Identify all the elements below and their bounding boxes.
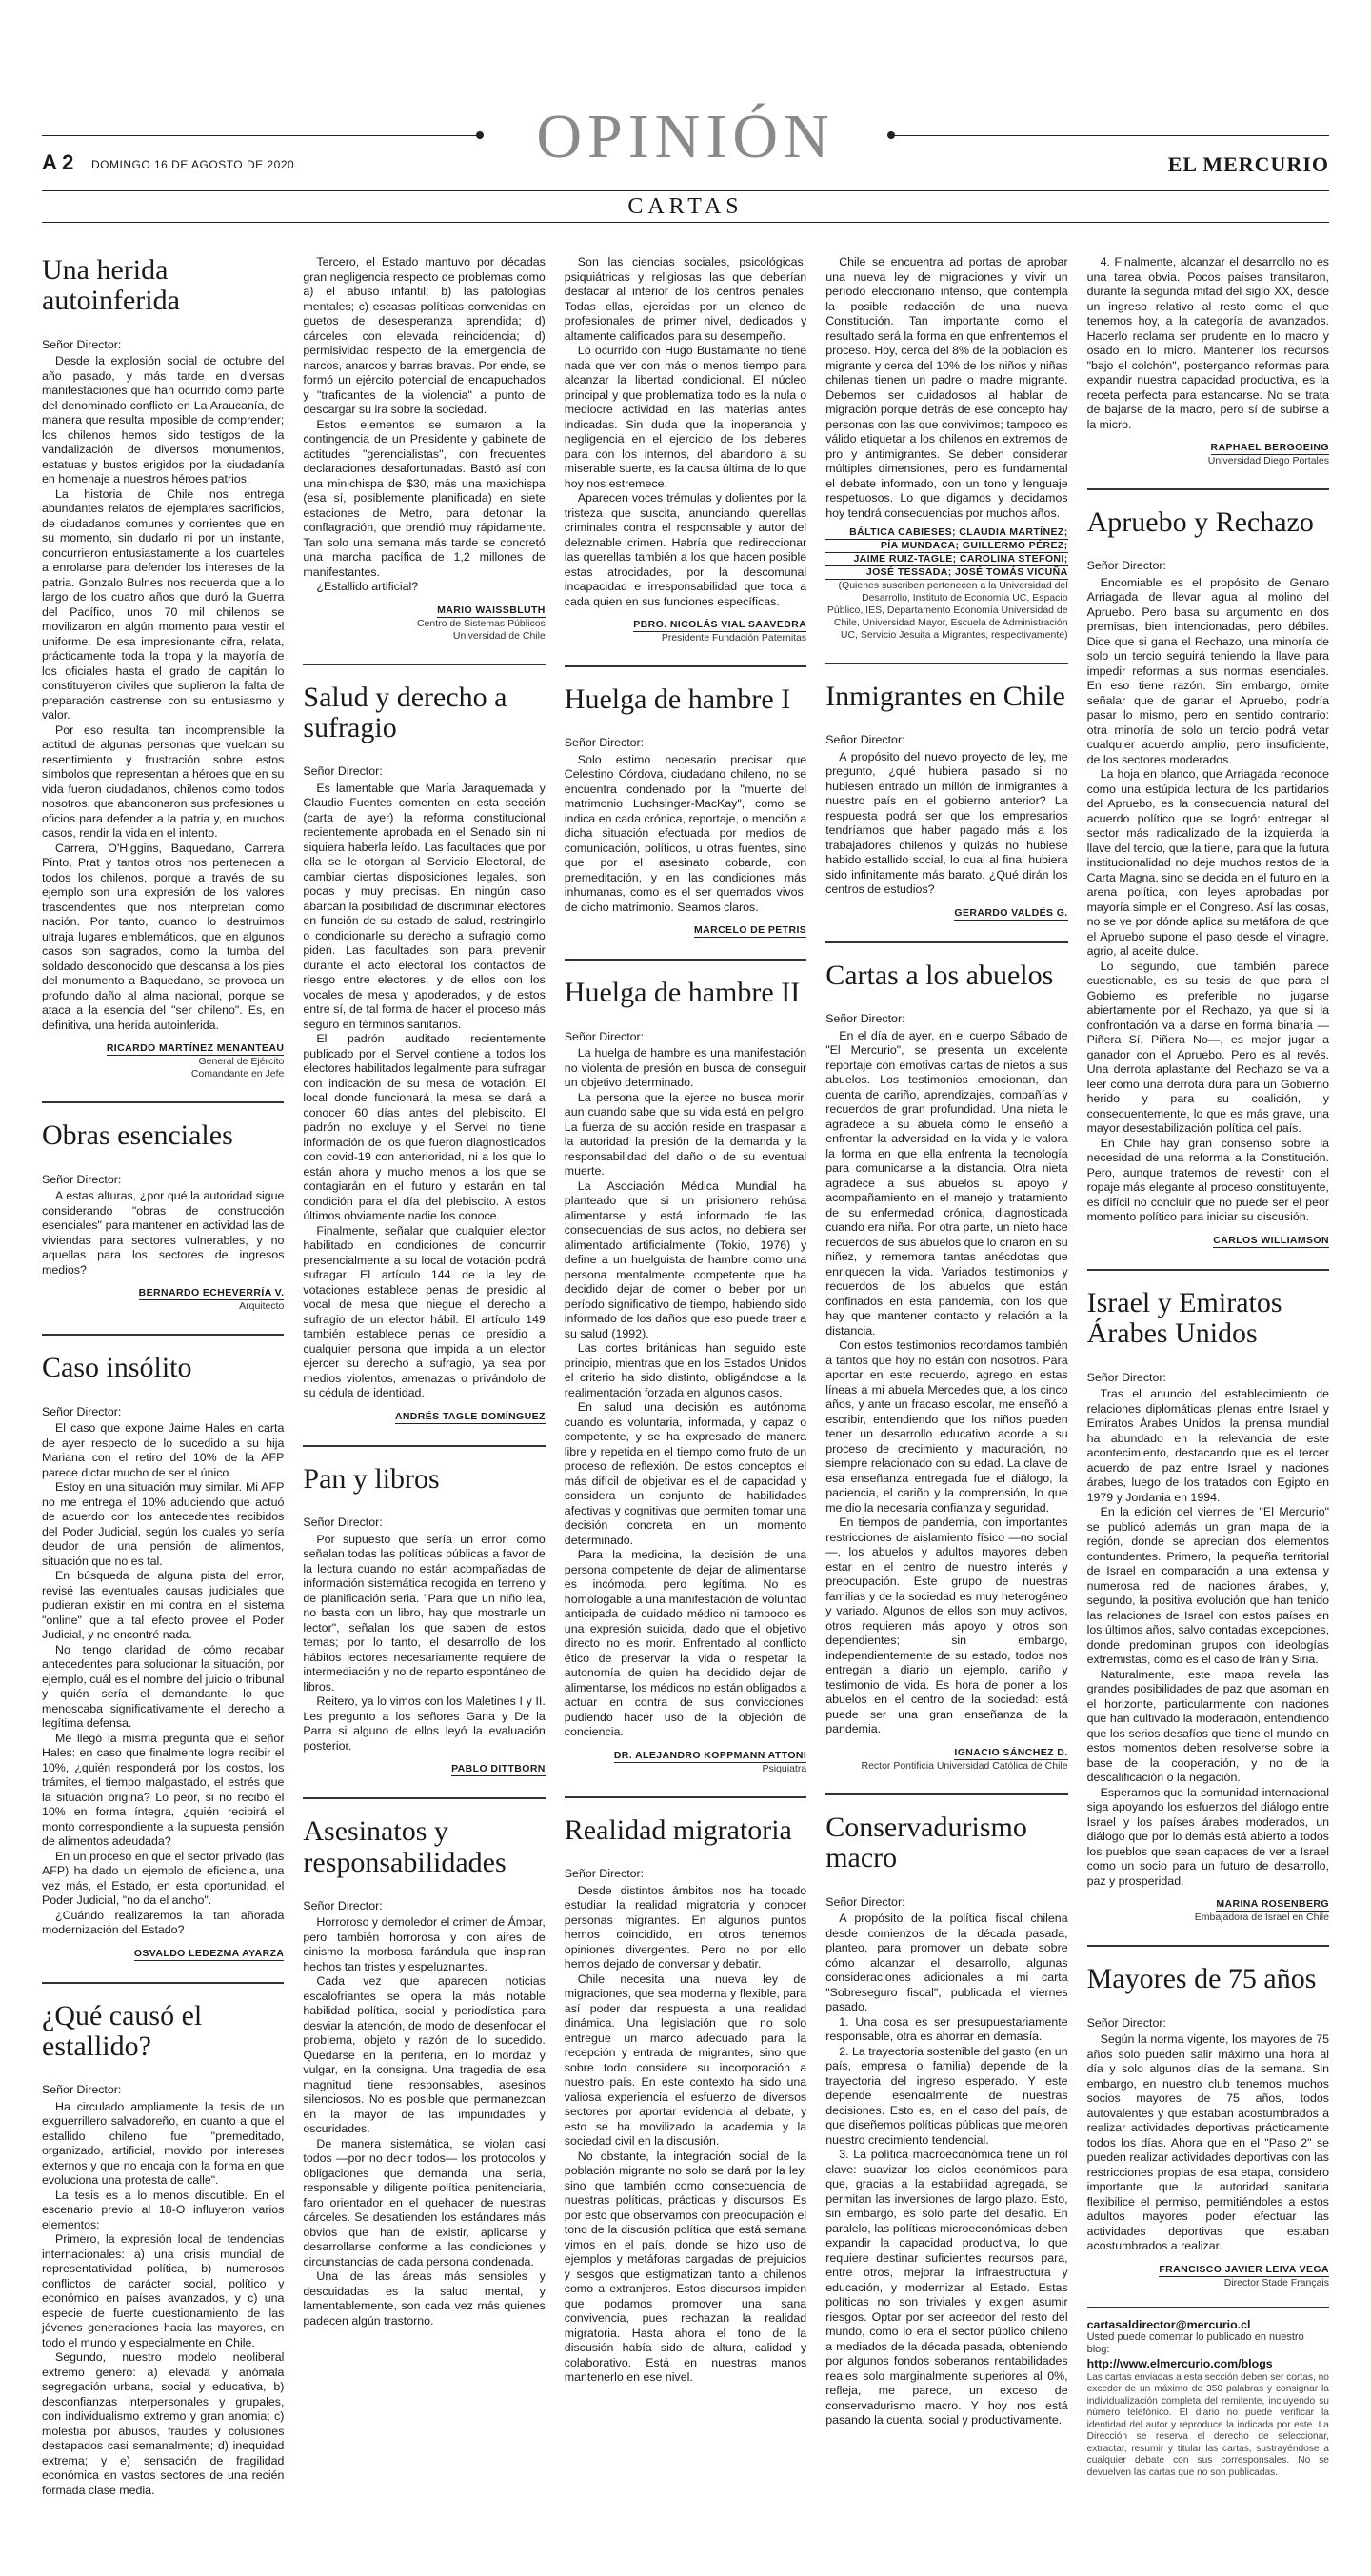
letter-divider xyxy=(565,665,806,667)
letter-paragraph: Naturalmente, este mapa revela las grandes posibilidades de paz que asoman en el horizonte, particularmente con naciones que han cultivado la moderación, entendiendo que los serios desafíos que tiene el mundo en estos momentos deben resolverse sobre la base de la cooperación, y no de la descalificación o la negación. xyxy=(1086,1667,1329,1785)
column-3 xyxy=(565,255,806,2498)
letter-paragraph: En la edición del viernes de "El Mercurio" se publicó además un gran mapa de la región, donde se aprecian dos elementos contundentes. Primero, la pequeña territorial de Israel en comparación a una extensa y numerosa red de naciones árabes, y, segundo, la positiva evolución que han tenido las relaciones de Israel con estos países en los últimos años, salvo contadas excepciones, donde predominan grupos con ideologías extremistas, como es el caso de Irán y Siria. xyxy=(1086,1505,1329,1667)
letter-conservadurismo xyxy=(825,1813,1067,2428)
letter-paragraph: ¿Cuándo realizaremos la tan añorada modernización del Estado? xyxy=(42,1908,285,1937)
letter-salutation: Señor Director: xyxy=(303,1516,383,1530)
letter-signature-block xyxy=(825,1743,1067,1773)
letter-salutation: Señor Director: xyxy=(303,1898,383,1912)
letter-signature: FRANCISCO JAVIER LEIVA VEGA xyxy=(1159,2263,1329,2275)
letter-paragraph: Las cortes británicas han seguido este principio, mientras que en los Estados Unidos el criterio ha sido distinto, obligándose a la realimentación forzada en algunos casos. xyxy=(564,1341,807,1399)
contact-email-note: Usted puede comentar lo publicado en nuestro blog: xyxy=(1086,2330,1304,2356)
letter-paragraph: Finalmente, señalar que cualquier elector habilitado en condiciones de concurrir presencialmente a su local de votación podrá sufragar. El artículo 144 de la ley de votaciones establece penas de presidio al vocal de mesa que niegue el derecho a sufragio de un elector hábil. El artículo 149 también establece penas de presidio a cualquier persona que impida a un elector ejercer su derecho a sufragio, ya sea por medios violentos, amenazas o privándolo de su cédula de identidad. xyxy=(303,1223,546,1400)
letter-signature-block xyxy=(42,1039,284,1080)
letter-salutation: Señor Director: xyxy=(1086,1370,1166,1384)
letter-paragraph: En tiempos de pandemia, con importantes restricciones de aislamiento físico —no social—, los abuelos y adultos mayores deben estar en el centro de nuestro interés y preocupación. Este grupo de nuestras familias y de la sociedad es muy heterogéneo y variado. Algunos de ellos son muy activos, otros requieren más apoyo y otros son dependientes; sin embargo, independientemente de su estado, todos nos entregan a diario un ejemplo, cariño y testimonio de vida. Es hora de poner a los abuelos en el centro de la sociedad: está puede ser una gran enseñanza de la pandemia. xyxy=(825,1516,1068,1736)
letter-realidad-continued xyxy=(825,255,1067,642)
letter-signature-title: Arquitecto xyxy=(239,1300,285,1313)
letter-divider xyxy=(42,1101,284,1103)
subsection-title: CARTAS xyxy=(627,194,744,219)
letter-salutation: Señor Director: xyxy=(1086,2015,1166,2030)
letter-paragraph: Estoy en una situación muy similar. Mi AFP no me entrega el 10% aduciendo que actuó de acuerdo con los antecedentes recibidos del Poder Judicial, según los cuales yo sería deudor de una pensión de alimentos, situación que no es tal. xyxy=(42,1480,285,1568)
letter-paragraph: De manera sistemática, se violan casi todos —por no decir todos— los protocolos y obligaciones que demanda una seria, responsable y diligente política penitenciaria, faro orientador en el quehacer de nuestras cárceles. Se desatienden los estándares más obvios que han de existir, aplicarse y desarrollarse conforme a las condiciones y circunstancias de cada persona condenada. xyxy=(303,2136,546,2269)
letter-title: Conservadurismo macro xyxy=(825,1811,1027,1874)
letter-title: Inmigrantes en Chile xyxy=(825,681,1065,712)
letter-title: Caso insólito xyxy=(42,1352,192,1384)
letter-signature-block xyxy=(1087,438,1329,467)
page-date: DOMINGO 16 DE AGOSTO DE 2020 xyxy=(91,158,295,171)
letter-title: Una herida autoinferida xyxy=(42,254,180,317)
letter-paragraph: A propósito de la política fiscal chilena desde comienzos de la década pasada, planteo, para promover un debate sobre cómo alcanzar el desarrollo, algunas consideraciones adicionales a mi carta "Sobreseguro fiscal", publicada el viernes pasado. xyxy=(825,1912,1068,2014)
letter-signature-block xyxy=(303,1759,545,1776)
letter-title: Huelga de hambre II xyxy=(564,977,801,1009)
letter-pan xyxy=(303,1464,545,1776)
letter-signature-block xyxy=(565,921,806,938)
letter-paragraph: Una de las áreas más sensibles y descuidadas es la salud mental, y lamentablemente, son cada vez más quienes padecen algún trastorno. xyxy=(303,2269,546,2328)
letters-columns xyxy=(42,255,1329,2498)
letter-paragraph: Por supuesto que sería un error, como señalan todas las políticas públicas a favor de la lectura cuando no están acompañadas de información sistemática recogida en terreno y de planificación seria. "Para que un niño lea, no basta con un libro, hay que mostrarle un lector", señalan los que saben de estos temas; por lo tanto, el desarrollo de los hábitos lectores necesariamente requiere de intermediación y no de reparto espontáneo de libros. xyxy=(303,1532,546,1694)
letter-paragraph: Según la norma vigente, los mayores de 75 años solo pueden salir máximo una hora al día y solo algunos días de la semana. Sin embargo, en nuestro club tenemos muchos socios mayores de 75 años, todos autovalentes y que estaban acostumbrados a realizar actividades deportivas prácticamente todos los días. Ahora que en el "Paso 2" se pueden realizar actividades deportivas con las restricciones propias de esa etapa, considero importante que la autoridad sanitaria flexibilice el permiso, permitiéndoles a estos adultos mayores poder efectuar las actividades deportivas que estaban acostumbrados a realizar. xyxy=(1086,2032,1329,2253)
section-title: OPINIÓN xyxy=(536,102,835,171)
letter-paragraph: Primero, la expresión local de tendencias internacionales: a) una crisis mundial de representatividad política, b) numerosos conflictos de carácter social, político y económico en países avanzados, y c) una especie de fuerte cuestionamiento de las jóvenes generaciones hacia las mayores, en todo el mundo y especialmente en Chile. xyxy=(42,2232,285,2349)
letter-paragraph: Encomiable es el propósito de Genaro Arriagada de llevar agua al molino del Apruebo. Pero basa su argumento en dos premisas, bien intencionadas, pero débiles. Dice que si gana el Rechazo, una minoría de solo un tercio seguirá teniendo la llave para impedir reformas a sus normas esenciales. En eso tiene razón. Sin embargo, omite señalar que de ganar el Apruebo, podría pasar lo mismo, pero en sentido contrario: otra minoría de solo un tercio podrá vetar cualquier acuerdo amplio, pero insuficiente, de los sectores moderados. xyxy=(1086,575,1329,766)
letter-signature: PÍA MUNDACA; GUILLERMO PÉREZ; xyxy=(825,540,1067,553)
letter-salutation: Señor Director: xyxy=(825,733,905,747)
letter-paragraph: En un proceso en que el sector privado (las AFP) ha dado un ejemplo de eficiencia, una vez más, el Estado, en esta oportunidad, el Poder Judicial, "no da el ancho". xyxy=(42,1849,285,1908)
letter-salutation: Señor Director: xyxy=(42,1172,122,1186)
letter-signature-block xyxy=(1087,2260,1329,2289)
letter-divider xyxy=(1087,1945,1329,1947)
letter-paragraph: La huelga de hambre es una manifestación no violenta de presión en busca de conseguir un objetivo determinado. xyxy=(564,1046,807,1090)
letter-paragraph: Con estos testimonios recordamos también a tantos que hoy no están con nosotros. Para aportar en este recuerdo, agrego en estas líneas a mi abuela Mercedes que, a los cinco años, y ante un fracaso escolar, me enseñó a escribir, entendiendo que los niños pueden tener un desarrollo educativo acorde a su proceso de crecimiento y maduración, no siempre relacionado con su edad. La clave de esa enseñanza entregada fue el diálogo, la paciencia, el cariño y la comprensión, lo que me dio la necesaria confianza y seguridad. xyxy=(825,1338,1068,1515)
letter-paragraph: Solo estimo necesario precisar que Celestino Córdova, ciudadano chileno, no se encuentra condenado por la "muerte del matrimonio Luchsinger-MacKay", como se indica en cada crónica, reportaje, o mención a dicha situación efectuada por medios de comunicación, políticos, u otras fuentes, sino que por el asesinato cobarde, con premeditación, y en las condiciones más inhumanas, como es el ser quemados vivos, de dicho matrimonio. Seamos claros. xyxy=(564,752,807,914)
letter-huelga-2 xyxy=(565,978,806,1774)
letter-divider xyxy=(565,959,806,961)
letter-title: Realidad migratoria xyxy=(564,1813,792,1846)
letter-salutation: Señor Director: xyxy=(303,764,383,779)
letter-divider xyxy=(303,664,545,665)
contact-web-link[interactable]: http://www.elmercurio.com/blogs xyxy=(1086,2356,1273,2370)
letter-paragraph: ¿Estallido artificial? xyxy=(316,580,419,593)
letter-divider xyxy=(825,941,1067,943)
letter-israel xyxy=(1087,1288,1329,1924)
letter-paragraph: En búsqueda de alguna pista del error, revisé las eventuales causas judiciales que pudieran existir en mi contra en el sistema "online" que a tal efecto provee el Poder Judicial, y no encontré nada. xyxy=(42,1569,285,1642)
letter-salutation: Señor Director: xyxy=(42,1404,122,1418)
letter-salutation: Señor Director: xyxy=(42,337,122,351)
letter-paragraph: Desde distintos ámbitos nos ha tocado estudiar la realidad migratoria y conocer personas migrantes. En algunos puntos hemos coincidido, en otros tenemos opiniones divergentes. Pero no por ello hemos dejado de conversar y debatir. xyxy=(564,1883,807,1972)
letter-signature-title: Embajadora de Israel en Chile xyxy=(1194,1912,1329,1924)
letter-salutation: Señor Director: xyxy=(564,1867,645,1881)
letter-asesinatos xyxy=(303,1816,545,2328)
letter-divider xyxy=(42,1982,284,1984)
letter-salutation: Señor Director: xyxy=(564,1029,645,1043)
letter-signature: JOSÉ TESSADA; JOSÉ TOMÁS VICUÑA xyxy=(825,566,1067,580)
letter-signature-title: Rector Pontificia Universidad Católica de Chile xyxy=(861,1759,1068,1772)
letter-paragraph: La Asociación Médica Mundial ha planteado que si un prisionero rehúsa alimentarse y está informado de las consecuencias de sus actos, no debiera ser alimentado artificialmente (Tokio, 1976) y define a un huelguista de hambre como una persona mentalmente competente que ha decidido dejar de comer o beber por un período significativo de tiempo, habiendo sido informado de los daños que eso puede traer a su salud (1992). xyxy=(564,1179,807,1340)
letter-paragraph: Por eso resulta tan incomprensible la actitud de algunas personas que vuelcan su resentimiento y frustración sobre estos símbolos que representan a héroes que en su vida fueron ciudadanos, chilenos como todos nosotros, que abandonaron sus profesiones u oficios para defender a la patria y, en muchos casos, rendir la vida en el intento. xyxy=(42,723,285,841)
date-row xyxy=(42,150,1329,179)
letter-estallido-continued xyxy=(303,255,545,643)
subsection-bar xyxy=(42,190,1329,223)
letter-signature-block xyxy=(825,526,1067,642)
letter-signature-title: Director Stade Français xyxy=(1223,2276,1329,2289)
letter-paragraph: El caso que expone Jaime Hales en carta de ayer respecto de lo sucedido a su hija Mariana con el retiro del 10% de la AFP parece dictar mucho de ser el único. xyxy=(42,1421,285,1479)
letter-divider xyxy=(303,1445,545,1447)
letter-divider xyxy=(565,1796,806,1798)
letter-divider xyxy=(825,1793,1067,1795)
letter-inmigrantes xyxy=(825,682,1067,921)
letter-signature-title: Centro de Sistemas Públicos Universidad de Chile xyxy=(416,617,546,642)
letter-paragraph: Me llegó la misma pregunta que el señor Hales: en caso que finalmente logre recibir el 10%, ¿quién responderá por los costos, los trámites, el tiempo malgastado, el estrés que la situación origina? Lo peor, si no recibo el 10% en forma íntegra, ¿quién recibirá el monto correspondiente a la supuesta pensión de alimentos adeudada? xyxy=(42,1731,285,1849)
letter-paragraph: Lo ocurrido con Hugo Bustamante no tiene nada que ver con más o menos tiempo para alcanzar la libertad condicional. El núcleo principal y que problematiza todo es la nula o mediocre actividad en las materias antes indicadas. Sin duda que la inoperancia y negligencia en el ejercicio de los deberes para con los internos, del abandono a su miserable suerte, es la causa última de lo que hoy nos estremece. xyxy=(564,344,807,490)
letter-paragraph: Aparecen voces trémulas y dolientes por la tristeza que suscita, anunciando querellas criminales contra el responsable y autor del deleznable crimen. Habría que redireccionar las querellas también a los que hacen posible estas atrocidades, por la descomunal incapacidad e irresponsabilidad que toca a cada quien en sus funciones específicas. xyxy=(564,491,807,608)
letter-title: Salud y derecho a sufragio xyxy=(303,681,507,743)
letter-salud xyxy=(303,683,545,1424)
letter-paragraph: La tesis es a lo menos discutible. En el escenario previo al 18-O influyeron varios elementos: xyxy=(42,2188,285,2231)
masthead-rule-right xyxy=(891,135,1329,136)
letter-signature: ANDRÉS TAGLE DOMÍNGUEZ xyxy=(394,1410,546,1422)
contact-box xyxy=(1087,2307,1329,2480)
letter-divider xyxy=(303,1797,545,1799)
contact-email[interactable]: cartasaldirector@mercurio.cl xyxy=(1086,2317,1251,2331)
letter-salutation: Señor Director: xyxy=(825,1894,905,1909)
letter-title: Apruebo y Rechazo xyxy=(1086,506,1314,538)
letter-paragraph: Esperamos que la comunidad internacional siga apoyando los esfuerzos del diálogo entre Israel y los países árabes moderados, un diálogo que por lo demás está abierto a todos los pueblos que sean capaces de ver a Israel como un socio para un futuro de desarrollo, paz y prosperidad. xyxy=(1086,1785,1329,1888)
letter-realidad xyxy=(565,1815,806,2386)
letter-paragraph: Ha circulado ampliamente la tesis de un exguerrillero salvadoreño, en cuanto a que el estallido chileno fue "premeditado, organizado, artificial, movido por intereses externos y que no encaja con la forma en que evoluciona una protesta de calle". xyxy=(42,2099,285,2188)
letter-signature-title: (Quienes suscriben pertenecen a la Universidad del Desarrollo, Instituto de Economía UC, Espacio Público, IES, Departamento Economía Universidad de Chile, Universidad Mayor, Escuela de Administración UC, Servicio Jesuita a Migrantes, respectivamente) xyxy=(826,580,1068,641)
letter-signature: RICARDO MARTÍNEZ MENANTEAU xyxy=(106,1042,285,1055)
letter-paragraph: Chile se encuentra ad portas de aprobar una nueva ley de migraciones y vivir un período eleccionario intenso, que contempla la posible redacción de una nueva Constitución. Tan importante como el resultado será la forma en que enfrentemos el proceso. Hoy, cerca del 8% de la población es migrante y cerca del 10% de los niños y niñas chilenas tienen un padre o madre migrante. Debemos ser cuidadosos al hablar de migración porque detrás de ese concepto hay personas con las que convivimos; tampoco es válido etiquetar a los chilenos en extremos de pro y antimigrantes. Se deben considerar múltiples dimensiones, pero es fundamental el debate informado, con un tono y lenguaje respetuosos. Lo que digamos y decidamos hoy tendrá consecuencias por muchos años. xyxy=(825,255,1068,520)
letter-mayores xyxy=(1087,1964,1329,2289)
letter-estallido xyxy=(42,2001,284,2499)
letter-title: Huelga de hambre I xyxy=(564,684,791,715)
letter-signature: DR. ALEJANDRO KOPPMANN ATTONI xyxy=(613,1749,807,1761)
letter-divider xyxy=(42,1334,284,1336)
letter-signature-title: General de Ejército Comandante en Jefe xyxy=(190,1056,285,1080)
masthead xyxy=(42,95,1329,228)
letter-signature-block xyxy=(303,1407,545,1424)
letter-signature-block xyxy=(42,1944,284,1961)
letter-herida xyxy=(42,255,284,1080)
letter-signature: GERARDO VALDÉS G. xyxy=(954,906,1068,919)
letter-abuelos xyxy=(825,961,1067,1773)
letter-paragraph: Tercero, el Estado mantuvo por décadas gran negligencia respecto de problemas como a) el abuso infantil; b) las patologías mentales; c) escasas políticas convenidas en guetos de desesperanza aprendida; d) cárceles con elevada reincidencia; d) permisividad respecto de la emergencia de narcos, anarcos y barras bravas. Por ende, se formó un ejército potencial de encapuchados y "traficantes de la violencia" a punto de descargar su ira sobre la sociedad. xyxy=(303,255,546,416)
letter-signature-block xyxy=(825,903,1067,921)
letter-signature-block xyxy=(1087,1894,1329,1924)
letter-huelga-1 xyxy=(565,684,806,938)
letter-signature: CARLOS WILLIAMSON xyxy=(1213,1234,1329,1246)
letter-signature-title: Psiquiatra xyxy=(762,1762,807,1774)
letter-divider xyxy=(825,663,1067,664)
letter-asesinatos-continued xyxy=(565,255,806,644)
letter-signature-block xyxy=(565,1746,806,1775)
column-5 xyxy=(1087,255,1329,2498)
letter-signature-block xyxy=(1087,1231,1329,1248)
letter-salutation: Señor Director: xyxy=(825,1012,905,1026)
page-number: A 2 xyxy=(42,150,74,174)
letter-obras xyxy=(42,1120,284,1313)
letter-paragraph: Chile necesita una nueva ley de migraciones, que sea moderna y flexible, para así poder dar respuesta a una realidad dinámica. Una legislación que no solo entregue un marco adecuado para la recepción y entrada de migrantes, sino que sobre todo considere su incorporación a nuestro país. En este contexto ha sido una valiosa experiencia el esfuerzo de diversos sectores por aportar evidencia al debate, y esto se ha movilizado la academia y la sociedad civil en la discusión. xyxy=(564,1972,807,2149)
letter-paragraph: Para la medicina, la decisión de una persona competente de dejar de alimentarse es incómoda, pero legítima. No es homologable a una manifestación de voluntad anticipada de cuidado médico ni tampoco es una expresión suicida, dado que el objetivo directo no es morir. Enfrentado al conflicto ético de preservar la vida o respetar la autonomía de quien ha decidido dejar de alimentarse, los médicos no están obligados a actuar en contra de sus convicciones, pudiendo hacer uso de la objeción de conciencia. xyxy=(564,1548,807,1739)
letter-signature-title: Presidente Fundación Paternitas xyxy=(661,632,807,644)
column-1 xyxy=(42,255,284,2498)
letter-paragraph: A propósito del nuevo proyecto de ley, me pregunto, ¿qué hubiera pasado si no hubiesen entrado un millón de inmigrantes a nuestro país en el gobierno anterior? La respuesta podrá ser que los empresarios tendríamos que haber pagado más a los trabajadores chilenos y quizás no hubiese habido estallido social, lo cual al final hubiera sido infinitamente más barato. ¿Qué dirán los centros de estudios? xyxy=(825,749,1068,897)
letter-paragraph: Tras el anuncio del establecimiento de relaciones diplomáticas plenas entre Israel y Emiratos Árabes Unidos, la prensa mundial ha abundado en la relevancia de este acontecimiento, destacando que es el tercer acuerdo de paz entre Israel y naciones árabes, luego de los tratados con Egipto en 1979 y Jordania en 1994. xyxy=(1086,1387,1329,1504)
letter-paragraph: En salud una decisión es autónoma cuando es voluntaria, informada, y capaz o competente, y se ha expresado de manera libre y repetida en el tiempo como fruto de un proceso de reflexión. De estos conceptos el más difícil de objetivar es el de capacidad y considera un conjunto de habilidades afectivas y cognitivas que permiten tomar una decisión concreta en un momento determinado. xyxy=(564,1400,807,1547)
letter-paragraph: Lo segundo, que también parece cuestionable, es su tesis de que para el Gobierno es preferible no jugarse abiertamente por el Rechazo, ya que si la confrontación va a darse en forma binaria —Piñera Sí, Piñera No—, es mejor jugar a ganador con el Apruebo. Pero es al revés. Una derrota aplastante del Rechazo se va a leer como una derrota dura para un Gobierno herido y para su coalición, y consecuentemente, lo que es más grave, una mayor desestabilización política del país. xyxy=(1086,959,1329,1136)
letter-title: Asesinatos y responsabilidades xyxy=(303,1815,507,1878)
letter-signature-block xyxy=(303,601,545,643)
letter-signature-title: Universidad Diego Portales xyxy=(1207,455,1329,466)
letter-signature: MARINA ROSENBERG xyxy=(1216,1898,1329,1911)
letter-paragraph: Reitero, ya lo vimos con los Maletines I y II. Les pregunto a los señores Gana y De la Parra si alguno de ellos leyó la evaluación posterior. xyxy=(303,1694,546,1753)
letter-divider xyxy=(1087,1269,1329,1271)
letter-conservadurismo-continued xyxy=(1087,255,1329,467)
letter-paragraph: Estos elementos se sumaron a la contingencia de un Presidente y gabinete de actitudes "gerencialistas", con frecuentes declaraciones desafortunadas. Bastó así con una minichispa de $30, más una maxichispa (esa sí, posiblemente planificada) en siete estaciones de Metro, para detonar la conflagración, que prendió muy rápidamente. Tan solo una semana más tarde se concretó una marcha pacífica de 1,2 millones de manifestantes. xyxy=(303,417,546,579)
letter-paragraph: No tengo claridad de cómo recabar antecedentes para solucionar la situación, por ejemplo, cuál es el nombre del juicio o tribunal y quién sería el demandante, lo que menoscaba significativamente el derecho a legítima defensa. xyxy=(42,1642,285,1731)
letter-caso xyxy=(42,1353,284,1960)
letter-paragraph: Es lamentable que María Jaraquemada y Claudio Fuentes comenten en esta sección (carta de ayer) la reforma constitucional recientemente aprobada en el Senado sin ni siquiera haberla leído. Las facultades que por ella se le otorgan al Servicio Electoral, de cambiar ciertas disposiciones legales, son pocas y muy precisas. En ningún caso abarcan la posibilidad de discriminar electores en función de su estado de salud, restringirlo o condicionarle su derecho a sufragio como piden. Las facultades son para prevenir durante el acto electoral los contactos de riesgo entre electores, y de ellos con los vocales de mesa y apoderados, y de estos entre sí, de tal forma de hacer el proceso más seguro en términos sanitarios. xyxy=(303,781,546,1031)
letter-title: ¿Qué causó el estallido? xyxy=(42,1999,203,2062)
letter-signature: IGNACIO SÁNCHEZ D. xyxy=(954,1746,1068,1758)
letter-signature: MARCELO DE PETRIS xyxy=(693,924,807,937)
letter-paragraph: La hoja en blanco, que Arriagada reconoce como una estúpida lectura de los partidarios del Apruebo, es la consecuencia natural del acuerdo político que se logró: entregar al sector más radicalizado de la izquierda la llave del tercio, que la tiene, para que la futura institucionalidad no deje muchos restos de la Carta Magna, sino se decida en el futuro en la arena política, con leyes aprobadas por mayoría simple en el Congreso. Así las cosas, no se ve por dónde aplica su metáfora de que el Apruebo supone el paso desde el vinagre, agrio, al aceite dulce. xyxy=(1086,767,1329,959)
letter-apruebo xyxy=(1087,507,1329,1248)
letter-signature: MARIO WAISSBLUTH xyxy=(437,604,546,616)
letter-signature: RAPHAEL BERGOEING xyxy=(1210,442,1329,453)
letter-signature: PABLO DITTBORN xyxy=(451,1763,546,1775)
letter-paragraph: El padrón auditado recientemente publicado por el Servel contiene a todos los electores habilitados legalmente para sufragar con indicación de su mesa de votación. El local donde funcionará la mesa se dará a conocer 60 días antes del plebiscito. El padrón no excluye y el Servel no tiene información de los que fueron diagnosticados con covid-19 con anterioridad, ni a los que lo están ahora y mucho menos a los que se contagiarán en el futuro y estarán en tal condición para el día del plebiscito. A estos últimos obviamente nadie los conoce. xyxy=(303,1032,546,1223)
column-2 xyxy=(303,255,545,2498)
letter-paragraph: Carrera, O'Higgins, Baquedano, Carrera Pinto, Prat y tantos otros nos pertenecen a todos los chilenos, porque a través de su ejemplo son una expresión de los valores trascendentes que nos interpretan como nación. Por tanto, cuando lo destruimos ultraja lugares emblemáticos, que en algunos casos son sagrados, como la tumba del soldado desconocido que descansa a los pies del monumento a Baquedano, se provoca un profundo daño al alma nacional, porque se ataca a la esencia del "ser chileno". Es, en definitiva, una herida autoinferida. xyxy=(42,841,285,1032)
letter-paragraph: Horroroso y demoledor el crimen de Ámbar, pero también horrorosa y con aires de cinismo la morbosa farándula que inspiran hechos tan tristes y espeluznantes. xyxy=(303,1915,546,1973)
letter-paragraph: Desde la explosión social de octubre del año pasado, y más tarde en diversas manifestaciones que han ocurrido como parte del denominado conflicto en La Araucanía, de manera que resulta imposible de comprender; los chilenos hemos sido testigos de la vandalización de diversos monumentos, estatuas y bustos erigidos por la ciudadanía en homenaje a nuestros héroes patrios. xyxy=(42,354,285,486)
letter-title: Mayores de 75 años xyxy=(1086,1963,1317,1995)
letter-paragraph: Cada vez que aparecen noticias escalofriantes se opera la más notable habilidad política, social y periodística para desviar la atención, de modo de desenfocar el problema, objeto y razón de lo sucedido. Quedarse en la periferia, en lo mordaz y vulgar, en la consigna. Una tragedia de esa magnitud tiene responsables, asesinos silenciosos. No es posible que permanezcan en la mayor de las impunidades y oscuridades. xyxy=(303,1974,546,2136)
letter-paragraph: La historia de Chile nos entrega abundantes relatos de ejemplares sacrificios, de ciudadanos comunes y corrientes que en su momento, sin dudarlo ni por un instante, concurrieron entusiastamente a los cuarteles a enrolarse para defender los intereses de la patria. Gonzalo Bulnes nos recuerda que a lo largo de los cuatro años que duró la Guerra del Pacífico, unos 70 mil chilenos se movilizaron en algún momento para vestir el uniforme. De esa impresionante cifra, relata, prácticamente toda la tropa y la mayoría de los oficiales hasta el grado de capitán lo constituyeron civiles que suplieron la falta de preparación castrense con su entusiasmo y valor. xyxy=(42,486,285,723)
letter-signature: OSVALDO LEDEZMA AYARZA xyxy=(133,1947,285,1959)
letter-signature: BERNARDO ECHEVERRÍA V. xyxy=(138,1287,285,1299)
letter-salutation: Señor Director: xyxy=(564,736,645,750)
letter-salutation: Señor Director: xyxy=(1086,559,1166,573)
newspaper-name: EL MERCURIO xyxy=(1167,152,1329,176)
letter-paragraph: Segundo, nuestro modelo neoliberal extremo generó: a) elevada y anómala segregación urbana, social y educativa, b) desconfianzas interpersonales y grupales, con individualismo extremo y gran anomia; c) molestia por abusos, fraudes y colusiones destapados casi semanalmente; d) inequidad extrema; y e) sensación de fragilidad económica en vastos sectores de una recién formada clase media. xyxy=(42,2350,285,2497)
letter-paragraph: 3. La política macroeconómica tiene un rol clave: suavizar los ciclos económicos para que, gracias a la estabilidad agregada, se permitan las inversiones de largo plazo. Esto, sin embargo, es solo parte del desafío. En paralelo, las políticas microeconómicas deben expandir la capacidad productiva, lo que requiere destinar suficientes recursos para, entre otros, mejorar la infraestructura y educación, y modernizar al Estado. Estas políticas no son triviales y exigen asumir riesgos. Optar por ser acreedor del resto del mundo, como lo era el sector público chileno a mediados de la década pasada, obteniendo por algunos fondos soberanos rentabilidades reales solo marginalmente superiores al 0%, refleja, me parece, un exceso de conservadurismo macro. Y hoy nos está pasando la cuenta, social y productivamente. xyxy=(825,2148,1068,2427)
letter-signature: PBRO. NICOLÁS VIAL SAAVEDRA xyxy=(633,619,807,630)
letter-salutation: Señor Director: xyxy=(42,2083,122,2097)
letter-title: Cartas a los abuelos xyxy=(825,959,1054,991)
letter-paragraph: 1. Una cosa es ser presupuestariamente responsable, otra es ahorrar en demasía. xyxy=(825,2014,1068,2044)
letter-paragraph: En el día de ayer, en el cuerpo Sábado de "El Mercurio", se presenta un excelente reportaje con emotivas cartas de nietos a sus abuelos. Los testimonios emocionan, dan cuenta de cariño, aprendizajes, compañías y recuerdos de gran profundidad. Una nieta le agradece a su abuela cómo le enseñó a enfrentar la adversidad en la vida y le valora la forma en que ella enfrenta la tecnología para comunicarse a la distancia. Otra nieta agradece a sus abuelos su apoyo y acompañamiento en el manejo y tratamiento de su enfermedad crónica, diagnosticada cuando era niña. Por otra parte, un nieto hace recuerdos de sus abuelos que lo criaron en su niñez, y rememora tantas anécdotas que enriquecen la vida. Variados testimonios y recuerdos de los abuelos que están confinados en esta pandemia, con los que hay que mantener contacto y relación a la distancia. xyxy=(825,1028,1068,1338)
letter-paragraph: En Chile hay gran consenso sobre la necesidad de una reforma a la Constitución. Pero, aunque tratemos de revestir con el ropaje más elegante al proceso constituyente, es difícil no concluir que no puede ser el peor momento político para iniciar su discusión. xyxy=(1086,1136,1329,1224)
letter-divider xyxy=(1087,488,1329,490)
letter-signature: JAIME RUIZ-TAGLE; CAROLINA STEFONI; xyxy=(825,553,1067,566)
letter-title: Israel y Emiratos Árabes Unidos xyxy=(1086,1286,1282,1350)
contact-note: Las cartas enviadas a esta sección deben ser cortas, no exceder de un máximo de 350 palabras y consignar la individualización completa del remitente, incluyendo su número telefónico. El diario no puede verificar la identidad del autor y reproduce la indicada por este. La Dirección se reserva el derecho de seleccionar, extractar, resumir y titular las cartas, sustrayéndose a cualquier debate con sus corresponsales. No se devuelven las cartas que no son publicadas. xyxy=(1086,2371,1329,2478)
letter-title: Obras esenciales xyxy=(42,1120,233,1152)
letter-paragraph: No obstante, la integración social de la población migrante no solo se dará por la ley, sino que también como consecuencia de nuestras políticas, prácticas y discursos. Es por esto que observamos con preocupación el tono de la discusión política que está semana vimos en el país, donde se hizo uso de ejemplos y metáforas cargadas de prejuicios y sesgos que estigmatizan tanto a chilenos como a extranjeros. Estos discursos impiden que podamos promover una sana convivencia, pues rechazan la realidad migratoria. Hasta ahora el tono de la discusión había sido de altura, calidad y colaborativo. Está en nuestras manos mantenerlo en ese nivel. xyxy=(564,2149,807,2385)
letter-paragraph: 4. Finalmente, alcanzar el desarrollo no es una tarea obvia. Pocos países transitaron, durante la segunda mitad del siglo XX, desde un ingreso relativo al resto como el que tenemos hoy, a la categoría de avanzados. Hacerlo reclama ser prudente en lo macro y osado en lo micro. Mantener los recursos "bajo el colchón", postergando reformas para expandir nuestra capacidad productiva, es la receta perfecta para estancarse. No se trata de bajarse de la macro, pero sí de subirse a la micro. xyxy=(1086,255,1329,431)
letter-signature: BÁLTICA CABIESES; CLAUDIA MARTÍNEZ; xyxy=(825,526,1067,540)
letter-signature-block xyxy=(565,615,806,644)
letter-paragraph: La persona que la ejerce no busca morir, aun cuando sabe que su vida está en peligro. La fuerza de su acción reside en traspasar a la autoridad la presión de la demanda y la responsabilidad del daño o de su eventual muerte. xyxy=(564,1090,807,1179)
letter-paragraph: Son las ciencias sociales, psicológicas, psiquiátricas y religiosas las que deberían destacar al interior de los centros penales. Todas ellas, ejercidas por un elenco de profesionales de primer nivel, dedicados y altamente calificados para su desempeño. xyxy=(564,255,807,343)
letter-paragraph: A estas alturas, ¿por qué la autoridad sigue considerando "obras de construcción esenciales" para mantener en actividad las de viviendas para sectores vulnerables, y no aquellas para los sectores de ingresos medios? xyxy=(42,1189,285,1277)
letter-paragraph: 2. La trayectoria sostenible del gasto (en un país, empresa o familia) depende de la trayectoria del ingreso esperado. Y este depende esencialmente de nuestras decisiones. Esto es, en el caso del país, de que diseñemos políticas públicas que mejoren nuestro crecimiento tendencial. xyxy=(825,2044,1068,2147)
letter-signature-block xyxy=(42,1283,284,1313)
column-4 xyxy=(825,255,1067,2498)
letter-title: Pan y libros xyxy=(303,1462,440,1495)
